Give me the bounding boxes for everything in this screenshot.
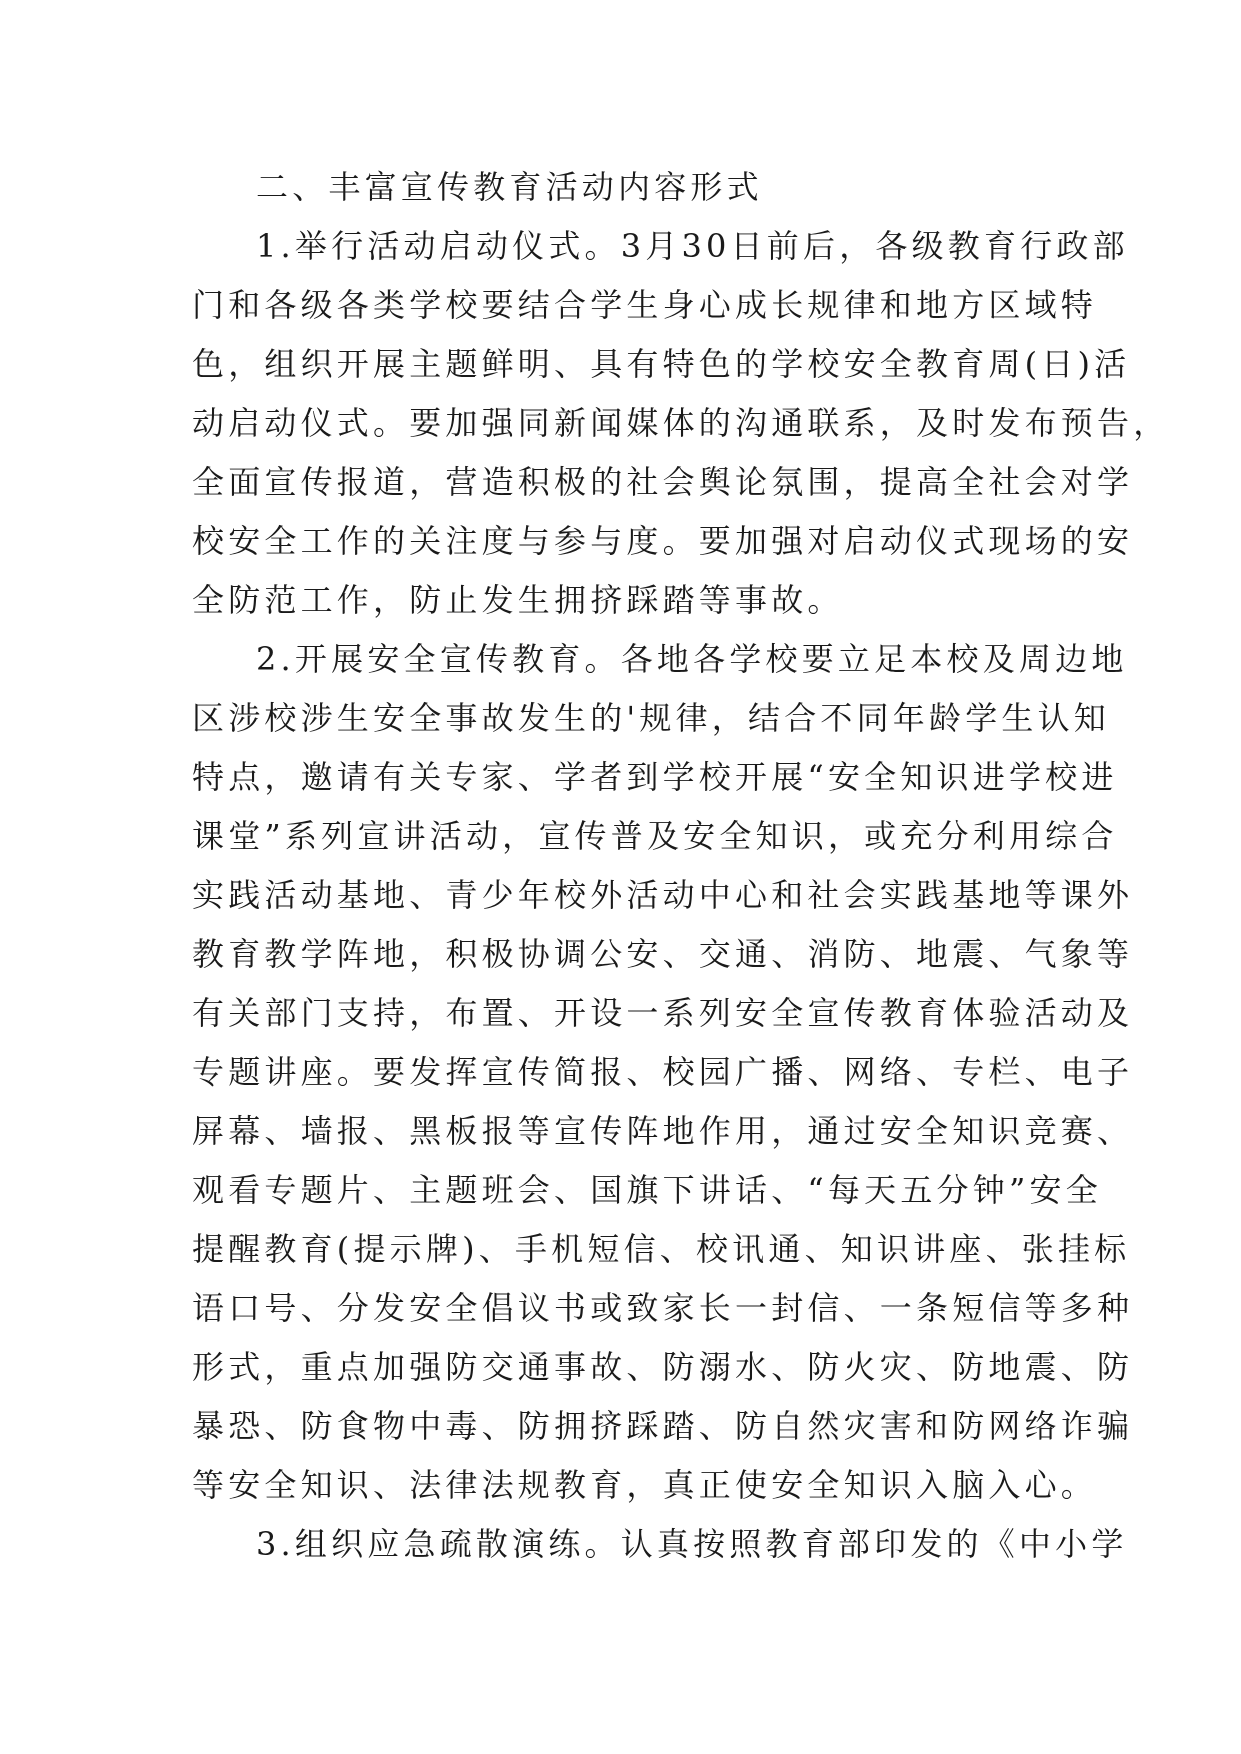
text-line: 二、丰富宣传教育活动内容形式 — [256, 168, 763, 206]
text-line: 专题讲座。要发挥宣传简报、校园广播、网络、专栏、电子 — [192, 1053, 1134, 1091]
text-line: 特点，邀请有关专家、学者到学校开展“安全知识进学校进 — [192, 758, 1118, 796]
text-line: 全防范工作，防止发生拥挤踩踏等事故。 — [192, 581, 844, 619]
text-line: 暴恐、防食物中毒、防拥挤踩踏、防自然灾害和防网络诈骗 — [192, 1407, 1134, 1445]
text-line: 动启动仪式。要加强同新闻媒体的沟通联系，及时发布预告， — [192, 404, 1170, 442]
text-line: 1.举行活动启动仪式。3月30日前后，各级教育行政部 — [256, 227, 1129, 265]
text-line: 校安全工作的关注度与参与度。要加强对启动仪式现场的安 — [192, 522, 1134, 560]
text-line: 语口号、分发安全倡议书或致家长一封信、一条短信等多种 — [192, 1289, 1134, 1327]
text-line: 区涉校涉生安全事故发生的'规律，结合不同年龄学生认知 — [192, 699, 1110, 737]
text-line: 3.组织应急疏散演练。认真按照教育部印发的《中小学 — [256, 1525, 1128, 1563]
text-line: 有关部门支持，布置、开设一系列安全宣传教育体验活动及 — [192, 994, 1134, 1032]
text-line: 提醒教育(提示牌)、手机短信、校讯通、知识讲座、张挂标 — [192, 1230, 1131, 1268]
text-line: 门和各级各类学校要结合学生身心成长规律和地方区域特 — [192, 286, 1098, 324]
text-line: 全面宣传报道，营造积极的社会舆论氛围，提高全社会对学 — [192, 463, 1134, 501]
document-body — [192, 158, 1170, 1574]
text-line: 教育教学阵地，积极协调公安、交通、消防、地震、气象等 — [192, 935, 1134, 973]
text-line: 形式，重点加强防交通事故、防溺水、防火灾、防地震、防 — [192, 1348, 1134, 1386]
text-line: 色，组织开展主题鲜明、具有特色的学校安全教育周(日)活 — [192, 345, 1131, 383]
text-line: 课堂”系列宣讲活动，宣传普及安全知识，或充分利用综合 — [192, 817, 1118, 855]
text-line: 观看专题片、主题班会、国旗下讲话、“每天五分钟”安全 — [192, 1171, 1102, 1209]
text-line: 等安全知识、法律法规教育，真正使安全知识入脑入心。 — [192, 1466, 1098, 1504]
text-line: 实践活动基地、青少年校外活动中心和社会实践基地等课外 — [192, 876, 1134, 914]
text-line: 屏幕、墙报、黑板报等宣传阵地作用，通过安全知识竞赛、 — [192, 1112, 1134, 1150]
text-line: 2.开展安全宣传教育。各地各学校要立足本校及周边地 — [256, 640, 1128, 678]
